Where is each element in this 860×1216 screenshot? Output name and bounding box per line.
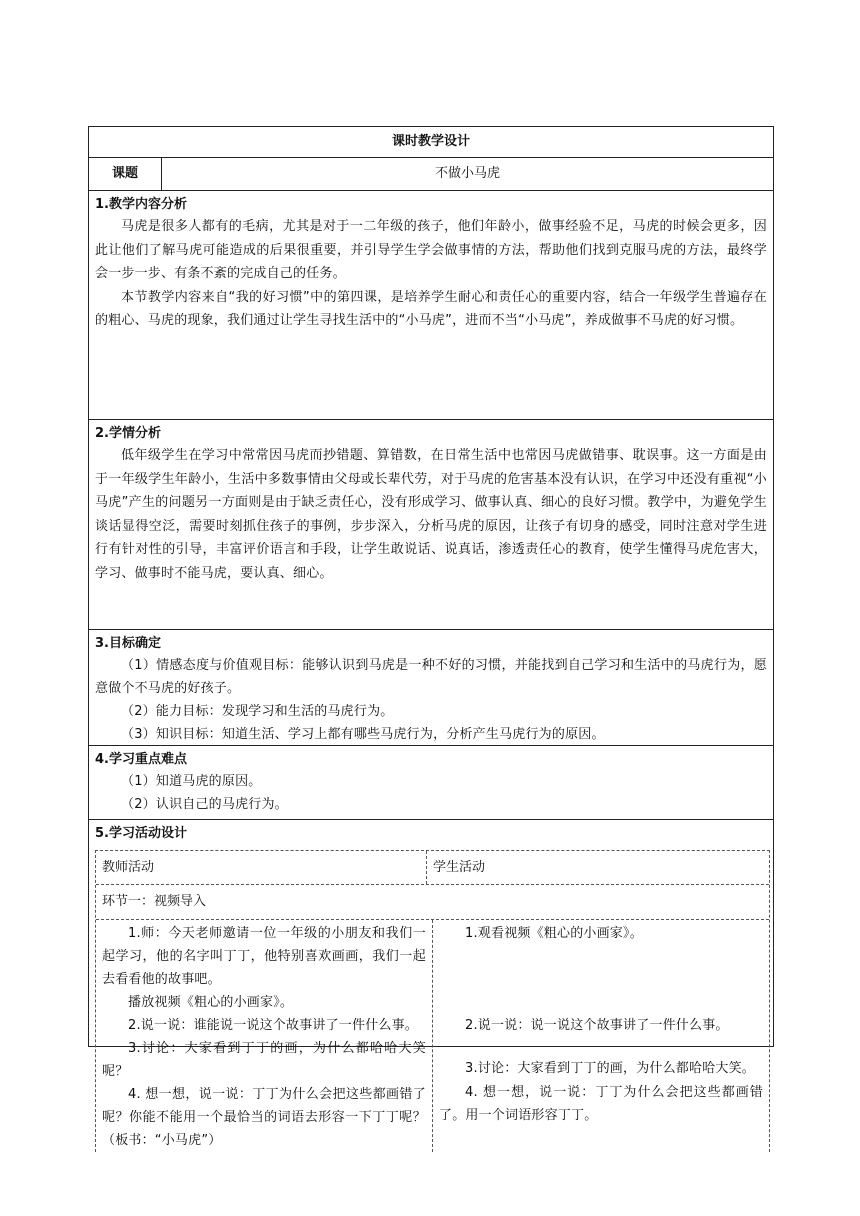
objective-item: （2）能力目标：发现学习和生活的马虎行为。 xyxy=(121,704,394,719)
objective-item: （1）情感态度与价值观目标：能够认识到马虎是一种不好的习惯，并能找到自己学习和生活中的马虎行为，愿意做个不马虎的好孩子。 xyxy=(95,658,767,696)
activity-table xyxy=(95,850,770,1152)
activity-header-row xyxy=(96,851,769,885)
key-point-item: （2）认识自己的马虎行为。 xyxy=(121,797,288,812)
student-step: 2.说一说：说一说这个故事讲了一件什么事。 xyxy=(465,1018,729,1033)
teacher-step: 3.讨论：大家看到丁丁的画，为什么都哈哈大笑呢？ xyxy=(102,1041,426,1079)
topic-value: 不做小马虎 xyxy=(434,166,500,181)
student-step: 1.观看视频《粗心的小画家》。 xyxy=(465,926,643,941)
student-step: 3.讨论：大家看到丁丁的画，为什么都哈哈大笑。 xyxy=(465,1061,756,1076)
section-heading: 1.教学内容分析 xyxy=(95,197,187,212)
key-point-item: （1）知道马虎的原因。 xyxy=(121,774,262,789)
paragraph: 本节教学内容来自“我的好习惯”中的第四课，是培养学生耐心和责任心的重要内容，结合一年级学生普遍存在的粗心、马虎的现象，我们通过让学生寻找生活中的“小马虎”，进而不当“小马虎”，养成做事不马虎的好习惯。 xyxy=(95,289,767,328)
teacher-step: 4. 想一想，说一说：丁丁为什么会把这些都画错了呢？你能不能用一个最恰当的词语去形容一下丁丁呢？（板书：“小马虎”） xyxy=(102,1087,426,1148)
section-content-analysis xyxy=(89,191,773,420)
section-heading: 4.学习重点难点 xyxy=(95,752,187,767)
teacher-step: 2.说一说：谁能说一说这个故事讲了一件什么事。 xyxy=(128,1018,419,1033)
teacher-column-header: 教师活动 xyxy=(96,851,427,884)
topic-row xyxy=(89,158,773,191)
section-heading: 3.目标确定 xyxy=(95,636,161,651)
activity-row xyxy=(96,920,769,1152)
student-step: 4. 想一想，说一说：丁丁为什么会把这些都画错了。用一个词语形容丁丁。 xyxy=(439,1085,763,1123)
section-learner-analysis xyxy=(89,420,773,630)
student-column-header: 学生活动 xyxy=(433,860,486,875)
teacher-step: 播放视频《粗心的小画家》。 xyxy=(128,995,294,1010)
lesson-plan-table xyxy=(88,126,774,1148)
paragraph: 低年级学生在学习中常常因马虎而抄错题、算错数，在日常生活中也常因马虎做错事、耽误事。这一方面是由于一年级学生年龄小，生活中多数事情由父母或长辈代劳，对于马虎的危害基本没有认识，在学习中还没有重视“小马虎”产生的问题另一方面则是由于缺乏责任心，没有形成学习、做事认真、细心的良好习惯。教学中，为避免学生谈话显得空泛，需要时刻抓住孩子的事例，步步深入，分析马虎的原因，让孩子有切身的感受，同时注意对学生进行有针对性的引导，丰富评价语言和手段，让学生敢说话、说真话，渗透责任心的教育，使学生懂得马虎危害大，学习、做事时不能马虎，要认真、细心。 xyxy=(95,448,767,581)
section-heading: 2.学情分析 xyxy=(95,426,161,441)
teacher-step: 1.师：今天老师邀请一位一年级的小朋友和我们一起学习，他的名字叫丁丁，他特别喜欢画画，我们一起去看看他的故事吧。 xyxy=(102,926,426,987)
paragraph: 马虎是很多人都有的毛病，尤其是对于一二年级的孩子，他们年龄小，做事经验不足，马虎的时候会更多，因此让他们了解马虎可能造成的后果很重要，并引导学生学会做事情的方法，帮助他们找到克服马虎的方法，最终学会一步一步、有条不紊的完成自己的任务。 xyxy=(95,219,767,281)
teacher-activities xyxy=(96,920,433,1152)
section-heading: 5.学习活动设计 xyxy=(95,826,187,841)
objective-item: （3）知识目标：知道生活、学习上都有哪些马虎行为，分析产生马虎行为的原因。 xyxy=(121,727,605,742)
stage-label: 环节一：视频导入 xyxy=(96,885,769,920)
student-activities xyxy=(433,920,769,1152)
document-title: 课时教学设计 xyxy=(89,127,773,158)
section-objectives xyxy=(89,630,773,746)
topic-label: 课题 xyxy=(89,158,162,190)
section-activity-design xyxy=(89,820,773,1148)
section-key-points xyxy=(89,746,773,820)
